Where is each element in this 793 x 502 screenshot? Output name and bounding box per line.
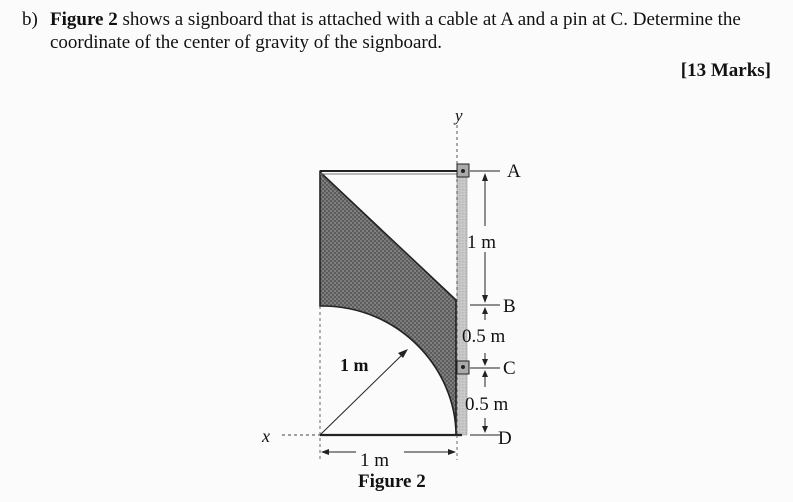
question-text-line-1: shows a signboard that is attached with a cable at A and a pin at C. Determine the (117, 9, 741, 30)
label-dim-ab: 1 m (467, 232, 497, 253)
pin-a (461, 169, 465, 173)
y-axis-label: y (455, 106, 463, 125)
question-text-line-2: coordinate of the center of gravity of the signboard. (50, 32, 442, 53)
label-a: A (507, 161, 521, 182)
label-b: B (503, 296, 516, 317)
dim-bc-arrow-down (482, 359, 488, 366)
dim-width-arrow-left (321, 449, 329, 455)
marks-label: [13 Marks] (680, 60, 771, 81)
x-axis-label: x (262, 426, 270, 446)
question-label: b) (22, 9, 38, 30)
radius-arrowhead (398, 349, 408, 358)
signboard-shape (320, 172, 456, 435)
label-d: D (498, 428, 512, 449)
label-dim-width: 1 m (360, 450, 390, 471)
figure-reference: Figure 2 (50, 9, 118, 30)
figure-caption: Figure 2 (358, 471, 426, 492)
dim-cd-arrow-down (482, 426, 488, 433)
dim-ab-arrow-down (482, 295, 488, 303)
pin-c (461, 365, 465, 369)
label-dim-cd: 0.5 m (465, 394, 509, 415)
dim-width-arrow-right (448, 449, 456, 455)
label-dim-bc: 0.5 m (462, 326, 506, 347)
dim-ab-arrow-up (482, 173, 488, 181)
label-c: C (503, 358, 516, 379)
label-radius: 1 m (340, 355, 369, 375)
